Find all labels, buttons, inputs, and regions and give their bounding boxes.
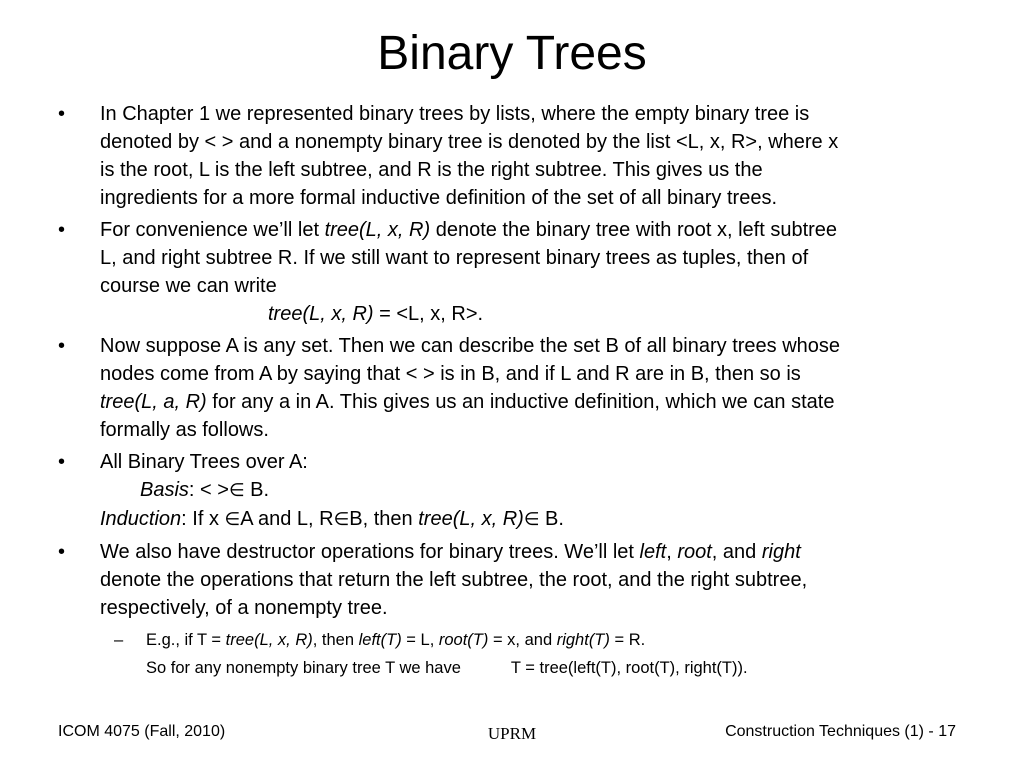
text-line: nodes come from A by saying that < > is in B, and if L and R are in B, then so is [100, 363, 801, 385]
text-line: formally as follows. [100, 419, 269, 441]
text-line [100, 538, 958, 566]
text-run: B. [244, 479, 270, 501]
text-run: , and [711, 541, 762, 563]
text-run: T = tree(left(T), root(T), right(T)). [510, 659, 748, 677]
italic-term: left [639, 541, 667, 563]
text-run: For convenience we’ll let [100, 219, 325, 241]
footer-slide-number: Construction Techniques (1) - 17 [725, 723, 956, 740]
footer-course: ICOM 4075 (Fall, 2010) [58, 723, 226, 740]
slide-title: Binary Trees [377, 27, 647, 80]
text-line: denote the operations that return the left subtree, the root, and the right subtree, [100, 569, 808, 591]
italic-term: Basis [140, 479, 189, 501]
element-of-symbol: ∈ [224, 509, 241, 530]
bullet-marker: • [58, 541, 66, 563]
text-run: : < > [188, 479, 229, 501]
sub-bullet-marker: – [114, 631, 124, 649]
italic-term: root [677, 541, 712, 563]
text-line [100, 388, 958, 416]
bullet-inductive-set [58, 332, 958, 444]
text-run: We also have destructor operations for binary trees. We’ll let [100, 541, 640, 563]
bullet-destructors [58, 538, 958, 622]
bullet-marker: • [58, 335, 66, 357]
text-run: B. [539, 508, 564, 530]
text-run: for any a in A. This gives us an inductive definition, which we can state [206, 391, 835, 413]
text-run: B, then [349, 508, 419, 530]
italic-term: root(T) [438, 631, 489, 649]
text-line [100, 216, 958, 244]
italic-term: right [761, 541, 801, 563]
bullet-marker: • [58, 451, 66, 473]
footer-institution: UPRM [487, 724, 537, 743]
text-run: = x, and [488, 631, 557, 649]
text-run: = <L, x, R>. [373, 303, 484, 325]
text-line: denoted by < > and a nonempty binary tree is denoted by the list <L, x, R>, where x [100, 131, 839, 153]
text-run: = L, [401, 631, 439, 649]
sub-bullet-example [58, 626, 958, 682]
text-line: Now suppose A is any set. Then we can describe the set B of all binary trees whose [100, 335, 841, 357]
text-run: , then [312, 631, 359, 649]
text-run: A and L, R [240, 508, 334, 530]
text-line: In Chapter 1 we represented binary trees by lists, where the empty binary tree is [100, 103, 810, 125]
text-run: denote the binary tree with root x, left subtree [430, 219, 838, 241]
text-line [146, 654, 958, 682]
text-line [146, 626, 958, 654]
italic-term: tree(L, x, R) [225, 631, 313, 649]
italic-term: tree(L, x, R) [324, 219, 431, 241]
italic-term: Induction [100, 508, 182, 530]
basis-line [100, 476, 958, 505]
bullet-list-representation [58, 100, 958, 212]
text-line: ingredients for a more formal inductive definition of the set of all binary trees. [100, 187, 778, 209]
italic-term: tree(L, x, R) [268, 303, 374, 325]
formula-line [100, 300, 958, 328]
element-of-symbol: ∈ [333, 509, 350, 530]
text-line: L, and right subtree R. If we still want to represent binary trees as tuples, then of [100, 247, 809, 269]
italic-term: tree(L, x, R) [418, 508, 524, 530]
text-line: All Binary Trees over A: [100, 451, 308, 473]
bullet-definition [58, 448, 958, 534]
induction-line [100, 505, 958, 534]
italic-term: left(T) [358, 631, 402, 649]
italic-term: right(T) [556, 631, 610, 649]
bullet-tree-notation [58, 216, 958, 328]
element-of-symbol: ∈ [523, 509, 540, 530]
text-run: E.g., if T = [146, 631, 226, 649]
italic-term: tree(L, a, R) [100, 391, 207, 413]
bullet-marker: • [58, 219, 66, 241]
text-line: is the root, L is the left subtree, and R is the right subtree. This gives us the [100, 159, 763, 181]
text-run: , [666, 541, 678, 563]
text-run: : If x [181, 508, 225, 530]
element-of-symbol: ∈ [228, 480, 245, 501]
text-run: So for any nonempty binary tree T we have [146, 659, 461, 677]
text-line: course we can write [100, 275, 277, 297]
bullet-marker: • [58, 103, 66, 125]
text-run: = R. [609, 631, 646, 649]
slide-body [58, 100, 958, 682]
text-line: respectively, of a nonempty tree. [100, 597, 388, 619]
